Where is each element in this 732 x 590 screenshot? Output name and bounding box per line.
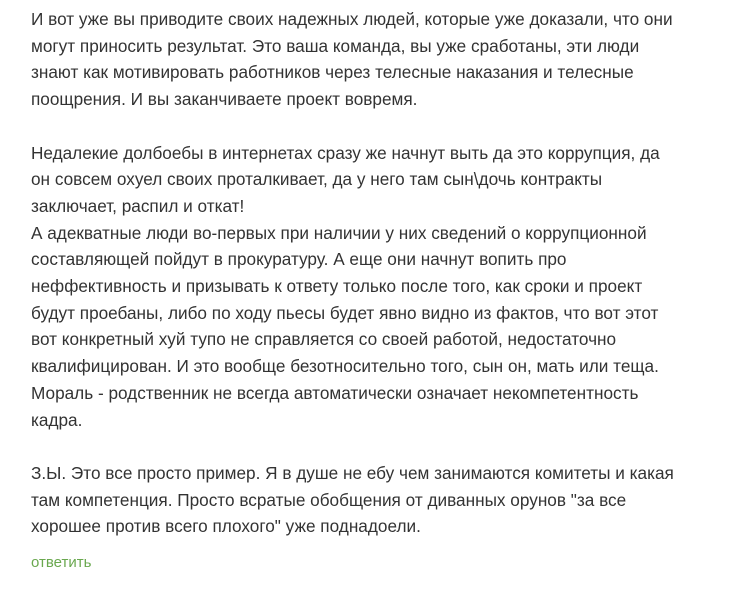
comment-body: [31, 6, 711, 540]
comment-paragraph-1: И вот уже вы приводите своих надежных людей, которые уже доказали, что они могут приносить результат. Это ваша команда, вы уже сработаны, эти люди знают как мотивировать работников через телесные наказания и телесные поощрения. И вы заканчиваете проект вовремя.: [31, 9, 673, 110]
reply-link[interactable]: ответить: [31, 554, 92, 571]
paragraph-spacer: [31, 433, 711, 460]
comment-paragraph-3: З.Ы. Это все просто пример. Я в душе не ебу чем занимаются комитеты и какая там компетенция. Просто всратые обобщения от диванных орунов "за все хорошее против всего плохого" уже поднадоели.: [31, 462, 674, 537]
paragraph-spacer: [31, 113, 711, 140]
comment-paragraph-2: Недалекие долбоебы в интернетах сразу же начнут выть да это коррупция, да он совсем охуел своих проталкивает, да у него там сын\дочь контракты заключает, распил и откат! А адекватные люди во-первых при наличии у них сведений о коррупционной составляющей пойдут в прокуратуру. А еще они начнут вопить про неффективность и призывать к ответу только после того, как сроки и проект будут проебаны, либо по ходу пьесы будет явно видно из фактов, что вот этот вот конкретный хуй тупо не справляется со своей работой, недостаточно квалифицирован. И это вообще безотносительно того, сын он, мать или теща. Мораль - родственник не всегда автоматически означает некомпетентность кадра.: [31, 142, 660, 430]
